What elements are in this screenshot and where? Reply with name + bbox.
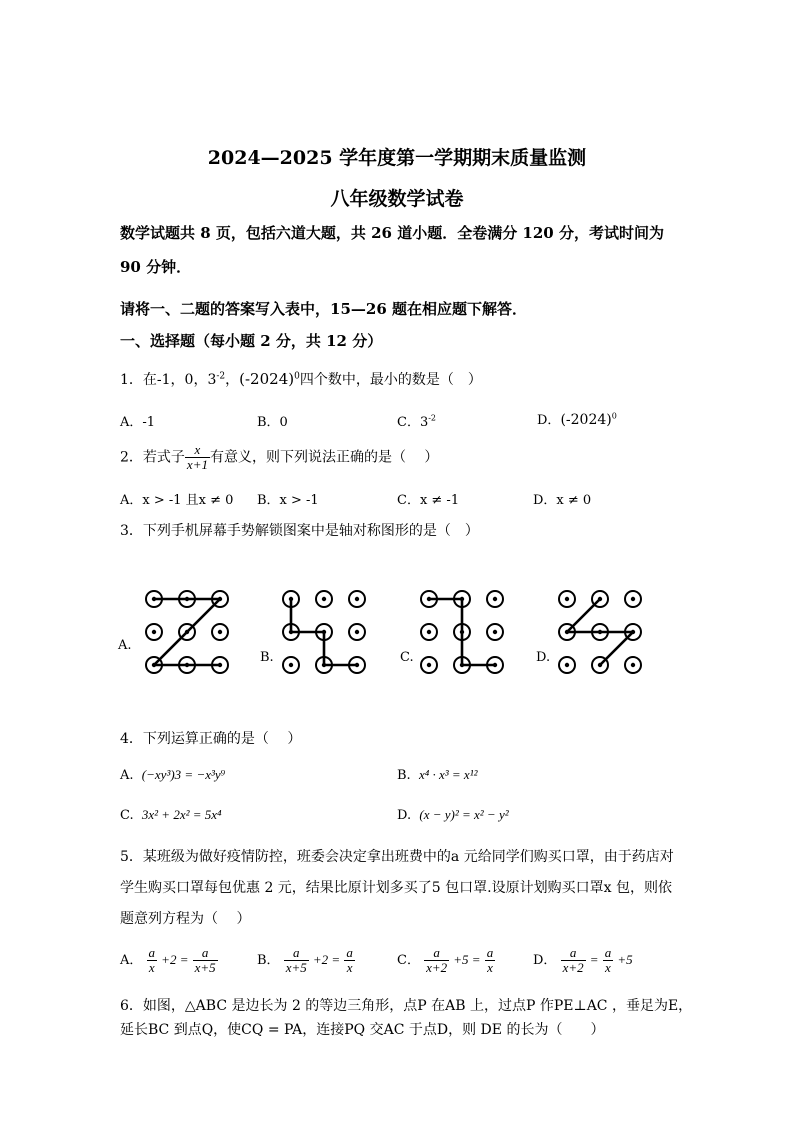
- q5-option-b-op: +2 =: [312, 952, 341, 967]
- q2-frac-den: x+1: [186, 457, 208, 472]
- q5-option-d-frac-2: [603, 946, 614, 975]
- question-6-line-1: 6．如图，△ABC 是边长为 2 的等边三角形，点P 在AB 上，过点P 作PE⊥AC ，垂足为E，: [120, 998, 693, 1014]
- question-6-line-2: 延长BC 到点Q，使CQ = PA，连接PQ 交AC 于点D，则 DE 的长为（ ）: [120, 1022, 605, 1038]
- q1-option-d-label: D．: [537, 413, 561, 428]
- q5-option-d-tail: +5: [617, 952, 633, 967]
- frac-den: x+2: [562, 960, 584, 975]
- q5-option-a-op: +2 =: [161, 952, 189, 967]
- q1-option-d[interactable]: [537, 409, 617, 428]
- exam-title: 2024—2025 学年度第一学期期末质量监测: [207, 147, 587, 169]
- q1-text-c: 四个数中，最小的数是（ ）: [299, 372, 482, 388]
- frac-num: a: [561, 946, 586, 961]
- q1-option-a[interactable]: A．-1: [120, 415, 156, 430]
- question-5-line-1: 5．某班级为做好疫情防控，班委会决定拿出班费中的a 元给同学们购买口罩，由于药店对: [120, 849, 674, 865]
- frac-num: a: [486, 945, 494, 960]
- q3-pattern-b[interactable]: [277, 586, 373, 682]
- q4-option-d-expr: (x − y)² = x² − y²: [419, 807, 509, 822]
- instruction-line: 请将一、二题的答案写入表中，15—26 题在相应题下解答．: [120, 300, 527, 318]
- q5-option-c[interactable]: [397, 946, 495, 975]
- q4-option-c-label: C.: [120, 808, 134, 823]
- frac-num: a: [604, 945, 612, 960]
- q1-option-b[interactable]: B．0: [257, 415, 288, 430]
- question-1: [120, 369, 482, 389]
- q1-text-a: 1．在-1，0，3: [120, 372, 217, 388]
- q3-option-a-label[interactable]: A.: [118, 638, 132, 653]
- q5-option-b-frac-1: [284, 946, 309, 975]
- intro-line-1: 数学试题共 8 页，包括六道大题，共 26 道小题．全卷满分 120 分，考试时间为: [120, 224, 664, 242]
- q4-option-c[interactable]: [120, 807, 222, 823]
- frac-den: x+5: [194, 960, 216, 975]
- frac-num: a: [424, 946, 449, 961]
- q1-expr: (-2024): [239, 370, 295, 388]
- q3-pattern-d[interactable]: [553, 586, 649, 682]
- q5-option-b[interactable]: [257, 946, 355, 975]
- q2-option-c[interactable]: C．x ≠ -1: [397, 493, 460, 508]
- frac-num: a: [346, 945, 353, 960]
- q2-text-b: 有意义，则下列说法正确的是（ ）: [209, 449, 439, 466]
- q5-option-b-label: B．: [257, 953, 280, 968]
- q3-pattern-a[interactable]: [140, 586, 236, 682]
- q1-option-c-label: C．3: [397, 415, 429, 430]
- frac-den: x: [487, 960, 493, 975]
- question-4: 4．下列运算正确的是（ ）: [120, 731, 302, 747]
- q1-text-b: ，: [225, 372, 240, 388]
- q3-pattern-c[interactable]: [415, 586, 511, 682]
- q4-option-c-expr: 3x² + 2x² = 5x⁴: [141, 807, 222, 822]
- q3-option-d-label[interactable]: D.: [536, 650, 551, 665]
- q4-option-d-label: D.: [397, 808, 412, 823]
- q1-sup-1: -2: [216, 371, 226, 382]
- q5-option-d-label: D．: [533, 953, 557, 968]
- q5-option-d-op: =: [589, 952, 599, 967]
- q1-option-d-sup: 0: [611, 411, 617, 421]
- q1-option-c-sup: -2: [428, 413, 437, 423]
- q5-option-c-frac-2: [485, 946, 496, 975]
- q5-option-a-label: A．: [120, 953, 143, 968]
- question-5-line-3: 题意列方程为（ ）: [120, 911, 251, 927]
- exam-subtitle: 八年级数学试卷: [330, 188, 464, 210]
- q1-sup-2: 0: [294, 371, 300, 382]
- q4-option-a[interactable]: [120, 767, 225, 783]
- q5-option-a-frac-2: [193, 946, 218, 975]
- q5-option-d-frac-1: [561, 946, 586, 975]
- question-2: [120, 443, 438, 472]
- frac-num: a: [284, 946, 309, 961]
- question-3: 3．下列手机屏幕手势解锁图案中是轴对称图形的是（ ）: [120, 523, 479, 539]
- q4-option-a-expr: (−xy³)3 = −x³y⁹: [141, 767, 226, 782]
- frac-num: a: [148, 945, 156, 960]
- section-1-heading: 一、选择题（每小题 2 分，共 12 分）: [120, 332, 383, 350]
- q4-option-a-label: A.: [120, 768, 134, 783]
- q2-option-a[interactable]: A．x > -1 且x ≠ 0: [120, 493, 234, 508]
- q1-option-c[interactable]: [397, 411, 436, 430]
- frac-den: x: [605, 960, 611, 975]
- q4-option-b-expr: x⁴ · x³ = x¹²: [418, 767, 478, 782]
- frac-den: x: [148, 960, 155, 975]
- q2-fraction: [185, 443, 210, 472]
- q5-option-c-frac-1: [424, 946, 449, 975]
- frac-num: a: [193, 946, 218, 961]
- frac-den: x+5: [285, 960, 307, 975]
- q5-option-d[interactable]: [533, 946, 633, 975]
- intro-line-2: 90 分钟．: [120, 258, 192, 276]
- q5-option-c-label: C．: [397, 953, 420, 968]
- q3-option-c-label[interactable]: C.: [400, 650, 414, 665]
- q5-option-a[interactable]: [120, 946, 218, 975]
- q5-option-c-op: +5 =: [453, 952, 481, 967]
- q4-option-d[interactable]: [397, 807, 509, 823]
- q3-option-b-label[interactable]: B.: [260, 650, 274, 665]
- q2-option-b[interactable]: B．x > -1: [257, 493, 319, 508]
- q4-option-b-label: B.: [397, 768, 411, 783]
- frac-den: x+2: [426, 960, 448, 975]
- q1-option-d-expr: (-2024): [560, 412, 612, 428]
- frac-den: x: [346, 960, 353, 975]
- q2-frac-num: x: [185, 443, 210, 458]
- q5-option-b-frac-2: [344, 946, 355, 975]
- question-5-line-2: 学生购买口罩每包优惠 2 元，结果比原计划多买了5 包口罩.设原计划购买口罩x 包，则依: [120, 880, 672, 896]
- q4-option-b[interactable]: [397, 767, 478, 783]
- q2-text-a: 2．若式子: [120, 449, 185, 466]
- q5-option-a-frac-1: [147, 946, 158, 975]
- q2-option-d[interactable]: D．x ≠ 0: [533, 493, 592, 508]
